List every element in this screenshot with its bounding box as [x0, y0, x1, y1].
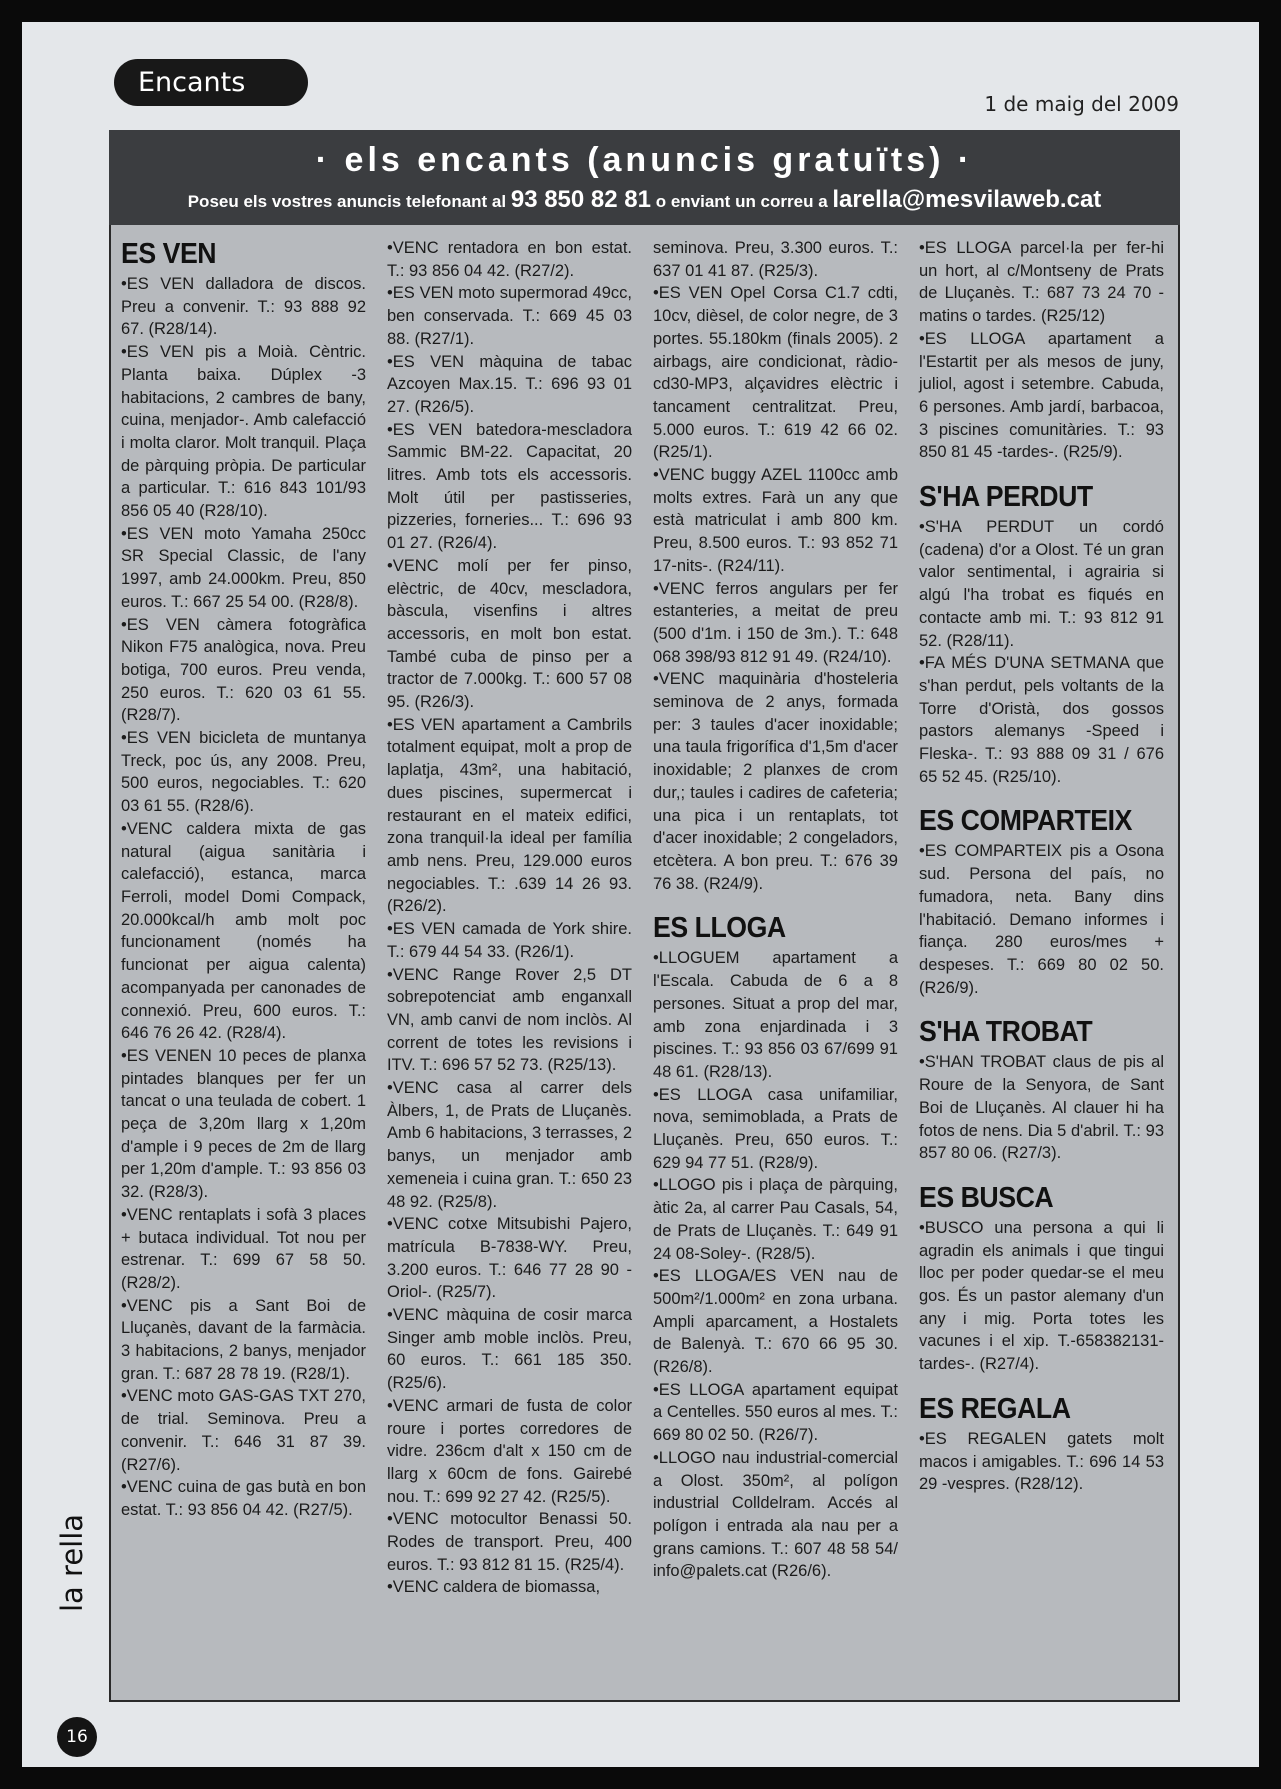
classified-ad: •S'HAN TROBAT claus de pis al Roure de la Senyora, de Sant Boi de Lluçanès. Al clauer hi ha fotos de nens. Dia 5 d'abril. T.: 93 857 80 06. (R27/3). — [919, 1053, 1164, 1163]
classified-ad: •ES VEN dalladora de discos. Preu a convenir. T.: 93 888 92 67. (R28/14). — [121, 275, 366, 339]
classified-ad: •BUSCO una persona a qui li agradin els animals i que tingui lloc per poder quedar-se el meu gos. És un pastor alemany d'un any i mig. Porta totes les vacunes i el xip. T.-658382131-tardes-. (R27/4). — [919, 1218, 1164, 1374]
column-3 — [653, 237, 898, 1599]
classified-ad: •VENC maquinària d'hosteleria seminova de 2 anys, formada per: 3 taules d'acer inoxidable; una taula frigorífica d'1,5m d'acer inoxidable; 2 planxes de crom dur,; taules i cadires de cafeteria; una pica i un rentaplats, tot d'acer inoxidable; 2 congeladors, etcètera. A bon preu. T.: 676 39 76 38. (R24/9). — [653, 670, 898, 893]
classified-ad: •ES VEN pis a Moià. Cèntric. Planta baixa. Dúplex -3 habitacions, 2 cambres de bany, cuina, menjador-. Amb calefacció i molta claror. Molt tranquil. Plaça de pàrquing pròpia. De particular a particular. T.: 616 843 101/93 856 05 40 (R28/10). — [121, 343, 366, 521]
classifieds-banner — [109, 130, 1180, 225]
banner-title: · els encants (anuncis gratuïts) · — [315, 141, 974, 179]
classified-ad: •VENC molí per fer pinso, elèctric, de 40cv, mescladora, bàscula, visenfins i altres accessoris, en molt bon estat. També cuba de pinso per a tractor de 7.000kg. T.: 600 57 08 95. (R26/3). — [387, 556, 632, 712]
section-heading: ES REGALA — [919, 1392, 1071, 1425]
classified-ad: •LLOGO pis i plaça de pàrquing, àtic 2a, al carrer Pau Casals, 54, de Prats de Lluçanès. T.: 649 91 24 08-Soley-. (R28/5). — [653, 1176, 898, 1263]
issue-date: 1 de maig del 2009 — [984, 92, 1179, 116]
classified-ad: •ES VEN càmera fotogràfica Nikon F75 analògica, nova. Preu botiga, 700 euros. Preu venda, 250 euros. T.: 620 03 61 55. (R28/7). — [121, 615, 366, 725]
classified-ad: •ES REGALEN gatets molt macos i amigables. T.: 696 14 53 29 -vespres. (R28/12). — [919, 1429, 1164, 1494]
classified-ad: •ES LLOGA parcel·la per fer-hi un hort, al c/Montseny de Prats de Lluçanès. T.: 687 73 24 70 -matins o tardes. (R25/12) — [919, 239, 1164, 326]
section-heading: ES VEN — [121, 238, 217, 270]
section-heading: ES COMPARTEIX — [919, 805, 1132, 838]
classified-ad: •VENC cuina de gas butà en bon estat. T.: 93 856 04 42. (R27/5). — [121, 1478, 366, 1519]
classified-ad: •ES COMPARTEIX pis a Osona sud. Persona del país, no fumadora, neta. Bany dins l'habitació. Demano informes i fiança. 280 euros/mes + despeses. T.: 669 80 02 50. (R26/9). — [919, 842, 1164, 997]
classified-ad: •VENC pis a Sant Boi de Lluçanès, davant de la farmàcia. 3 habitacions, 2 banys, menjador gran. T.: 687 28 78 19. (R28/1). — [121, 1296, 366, 1383]
classified-ad: •ES VEN moto Yamaha 250cc SR Special Classic, de l'any 1997, amb 24.000km. Preu, 850 euros. T.: 667 25 54 00. (R28/8). — [121, 524, 366, 611]
section-heading: ES LLOGA — [653, 912, 786, 945]
classified-ad: •VENC armari de fusta de color roure i portes corredores de vidre. 236cm d'alt x 150 cm de llarg x 60cm de fons. Gairebé nou. T.: 699 92 27 42. (R25/5). — [387, 1396, 632, 1506]
column-4 — [919, 237, 1164, 1599]
classified-ad: •ES VEN apartament a Cambrils totalment equipat, molt a prop de laplatja, 43m², una habitació, dues piscines, supermercat i restaurant en el mateix edifici, zona tranquil·la ideal per família amb nens. Preu, 129.000 euros negociables. T.: .639 14 26 93. (R26/2). — [387, 715, 632, 916]
section-heading: ES BUSCA — [919, 1181, 1054, 1214]
classified-ad: •VENC caldera mixta de gas natural (aigua sanitària i calefacció), estanca, marca Ferroli, model Domi Compack, 20.000kcal/h amb molt poc funcionament (només ha funcionat per aigua calenta) acompanyada per canonades de connexió. Preu, 600 euros. T.: 646 76 26 42. (R28/4). — [121, 819, 366, 1043]
classified-ad: •ES VEN bicicleta de muntanya Treck, poc ús, any 2008. Preu, 500 euros, negociables. T.: 620 03 61 55. (R28/6). — [121, 729, 366, 816]
section-heading: S'HA TROBAT — [919, 1016, 1093, 1049]
classified-ad: •S'HA PERDUT un cordó (cadena) d'or a Olost. Té un gran valor sentimental, i agrairia si algú l'ha trobat es fiqués en contacte amb mi. T.: 93 812 91 52. (R28/11). — [919, 518, 1164, 650]
classified-ad: •VENC cotxe Mitsubishi Pajero, matrícula B-7838-WY. Preu, 3.200 euros. T.: 646 77 28 90 -Oriol-. (R25/7). — [387, 1215, 632, 1302]
classified-ad: •VENC casa al carrer dels Àlbers, 1, de Prats de Lluçanès. Amb 6 habitacions, 3 terrasses, 2 banys, un menjador amb xemeneia i cuina gran. T.: 650 23 48 92. (R25/8). — [387, 1079, 632, 1211]
classified-ad: •VENC motocultor Benassi 50. Rodes de transport. Preu, 400 euros. T.: 93 812 81 15. (R25/4). — [387, 1510, 632, 1574]
classified-ad: •ES VENEN 10 peces de planxa pintades blanques per fer un tancat o una teulada de cobert. 1 peça de 3,20m llarg x 1,20m d'ample i 9 peces de 2m de llarg per 1,20m d'ample. T.: 93 856 03 32. (R28/3). — [121, 1046, 366, 1202]
banner-email: larella@mesvilaweb.cat — [832, 186, 1102, 213]
classifieds-box — [109, 225, 1180, 1702]
classified-ad: •ES VEN Opel Corsa C1.7 cdti, 10cv, dièsel, de color negre, de 3 portes. 55.180km (finals 2005). 2 airbags, aire condicionat, ràdio-cd30-MP3, alçavidres elèctric i tancament centralitzat. Preu, 5.000 euros. T.: 619 42 66 02. (R25/1). — [653, 284, 898, 462]
classified-ad: •ES LLOGA casa unifamiliar, nova, semimoblada, a Prats de Lluçanès. Preu, 650 euros. T.: 629 94 77 51. (R28/9). — [653, 1085, 898, 1172]
banner-sub-pre: Poseu els vostres anuncis telefonant al — [187, 192, 507, 211]
classified-ad: •LLOGUEM apartament a l'Escala. Cabuda de 6 a 8 persones. Situat a prop del mar, amb zona enjardinada i 3 piscines. T.: 93 856 03 67/699 91 48 61. (R28/13). — [653, 949, 898, 1081]
newspaper-page — [22, 22, 1259, 1767]
banner-subtitle — [109, 186, 1180, 214]
classified-ad: •ES LLOGA/ES VEN nau de 500m²/1.000m² en zona urbana. Ampli aparcament, a Hostalets de Balenyà. T.: 670 66 95 30. (R26/8). — [653, 1267, 898, 1377]
classified-ad: •ES VEN camada de York shire. T.: 679 44 54 33. (R26/1). — [387, 920, 632, 961]
classified-ad: •VENC caldera de biomassa, — [387, 1578, 601, 1597]
classified-ad: •ES VEN màquina de tabac Azcoyen Max.15. T.: 696 93 01 27. (R26/5). — [387, 352, 632, 416]
banner-sub-mid: o enviant un correu a — [655, 192, 828, 211]
column-2 — [387, 237, 632, 1599]
magazine-logo: la rella — [55, 1513, 89, 1612]
page-number: 16 — [57, 1717, 97, 1757]
banner-phone: 93 850 82 81 — [510, 186, 651, 213]
classified-ad: •ES VEN moto supermorad 49cc, ben conservada. T.: 669 45 03 88. (R27/1). — [387, 284, 632, 348]
classified-ad: •VENC moto GAS-GAS TXT 270, de trial. Seminova. Preu a convenir. T.: 646 31 87 39. (R27/6). — [121, 1387, 366, 1474]
section-heading: S'HA PERDUT — [919, 481, 1093, 514]
classified-ad: •VENC màquina de cosir marca Singer amb moble inclòs. Preu, 60 euros. T.: 661 185 350. (R25/6). — [387, 1306, 632, 1393]
classified-ad: seminova. Preu, 3.300 euros. T.: 637 01 41 87. (R25/3). — [653, 239, 898, 280]
classified-ad: •VENC ferros angulars per fer estanteries, a meitat de preu (500 d'1m. i 150 de 3m.). T.: 648 068 398/93 812 91 49. (R24/10). — [653, 579, 898, 666]
classifieds-columns — [111, 225, 1178, 1599]
classified-ad: •LLOGO nau industrial-comercial a Olost. 350m², al polígon industrial Colldelram. Accés al polígon i entrada ala nau per a grans camions. T.: 607 48 58 54/ info@palets.cat (R26/6). — [653, 1448, 898, 1581]
classified-ad: •ES LLOGA apartament a l'Estartit per als mesos de juny, juliol, agost i setembre. Cabuda, 6 persones. Amb jardí, barbacoa, 3 piscines comunitàries. T.: 93 850 81 45 -tardes-. (R25/9). — [919, 329, 1164, 462]
section-tag: Encants — [114, 59, 308, 106]
classified-ad: •VENC Range Rover 2,5 DT sobrepotenciat amb enganxall VN, amb canvi de nom inclòs. Al corrent de totes les revisions i ITV. T.: 696 57 52 73. (R25/13). — [387, 965, 632, 1075]
classified-ad: •ES LLOGA apartament equipat a Centelles. 550 euros al mes. T.: 669 80 02 50. (R26/7). — [653, 1380, 898, 1445]
classified-ad: •ES VEN batedora-mescladora Sammic BM-22. Capacitat, 20 litres. Amb tots els accessoris. Molt útil per pastisseries, pizzeries, forneries... T.: 696 93 01 27. (R26/4). — [387, 420, 632, 553]
column-1 — [121, 237, 366, 1599]
classified-ad: •VENC rentaplats i sofà 3 places + butaca individual. Tot nou per estrenar. T.: 699 67 58 50. (R28/2). — [121, 1205, 366, 1292]
classified-ad: •VENC buggy AZEL 1100cc amb molts extres. Farà un any que està matriculat i amb 800 km. Preu, 8.500 euros. T.: 93 852 71 17-nits-. (R24/11). — [653, 466, 898, 575]
classified-ad: •FA MÉS D'UNA SETMANA que s'han perdut, pels voltants de la Torre d'Oristà, dos gossos pastors alemanys -Speed i Fleska-. T.: 93 888 09 31 / 676 65 52 45. (R25/10). — [919, 654, 1164, 786]
classified-ad: •VENC rentadora en bon estat. T.: 93 856 04 42. (R27/2). — [387, 239, 632, 280]
